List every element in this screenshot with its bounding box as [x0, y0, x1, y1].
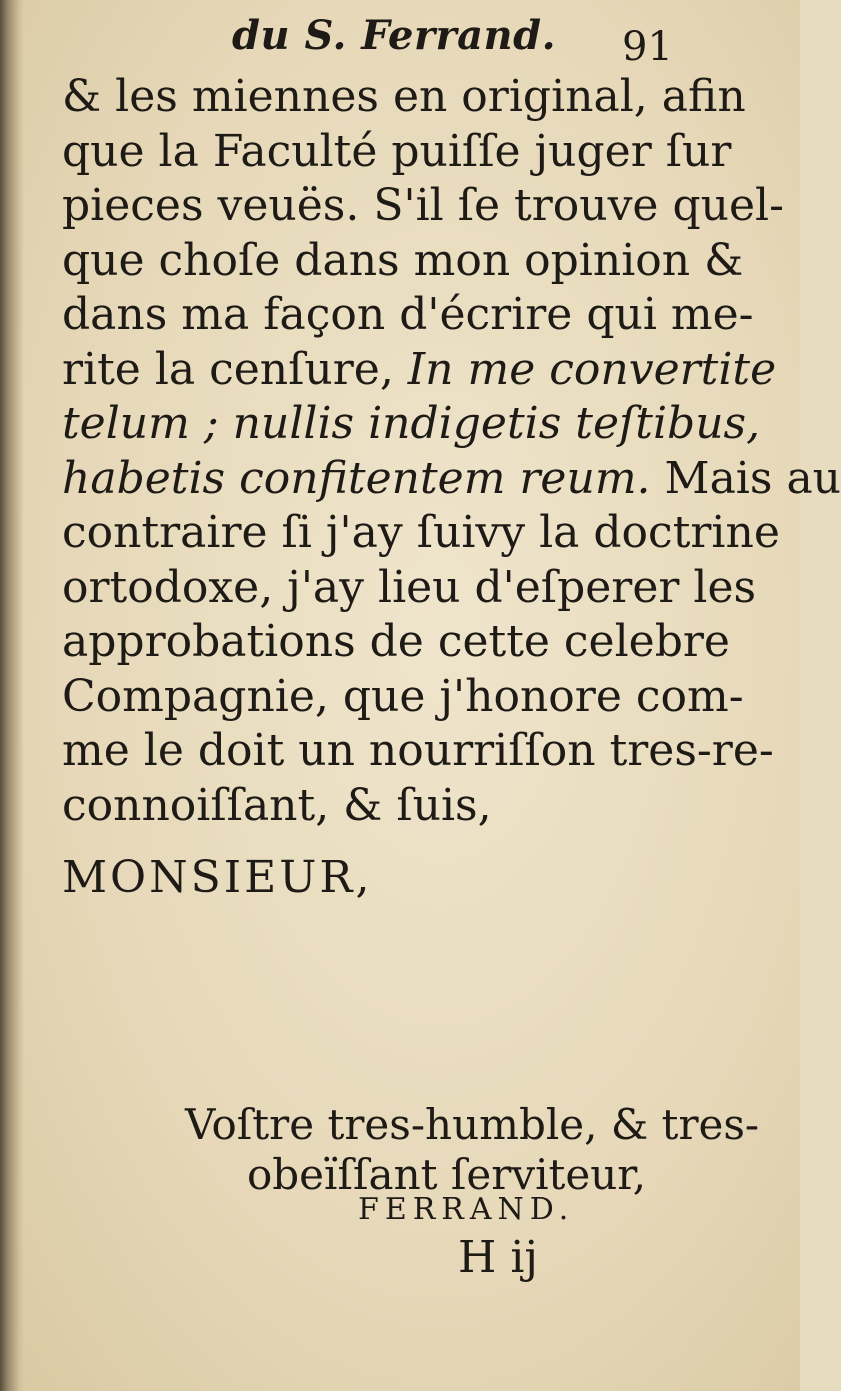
text-line: connoiſſant, & ſuis,	[62, 779, 492, 831]
text-line: rite la cenſure, In me convertite	[62, 343, 777, 395]
text-line: habetis confitentem reum. Mais au	[62, 452, 841, 504]
closing-line: obeïſſant ſerviteur,	[247, 1150, 647, 1199]
closing-line: Voſtre tres-humble, & tres-	[185, 1100, 760, 1149]
text-line: approbations de cette celebre	[62, 616, 730, 667]
latin-quote: In me convertite	[393, 343, 777, 395]
signature: FERRAND.	[358, 1192, 575, 1227]
salutation: MONSIEUR,	[62, 852, 373, 903]
text-line: me le doit un nourriſſon tres-re-	[62, 725, 774, 776]
text-line: que la Faculté puiſſe juger ſur	[62, 125, 732, 177]
page-number: 91	[622, 24, 673, 70]
text-line: dans ma façon d'écrire qui me-	[62, 289, 754, 340]
text-line: pieces veuës. S'il ſe trouve quel-	[62, 180, 784, 231]
text-line: Compagnie, que j'honore com-	[62, 670, 744, 722]
body-text	[62, 70, 841, 833]
running-head: du S. Ferrand.	[232, 12, 556, 59]
binding-gutter	[0, 0, 24, 1391]
page-header	[0, 10, 800, 70]
closing-formula	[185, 1100, 759, 1200]
latin-quote-line: telum ; nullis indigetis teſtibus,	[62, 398, 761, 449]
text-line: que choſe dans mon opinion &	[62, 234, 744, 286]
text-line: contraire ſi j'ay ſuivy la doctrine	[62, 507, 780, 558]
signature-mark: H ij	[458, 1232, 539, 1283]
latin-quote: habetis confitentem reum.	[62, 452, 651, 504]
text-line: & les miennes en original, afin	[62, 71, 746, 122]
text-line: ortodoxe, j'ay lieu d'eſperer les	[62, 561, 757, 613]
